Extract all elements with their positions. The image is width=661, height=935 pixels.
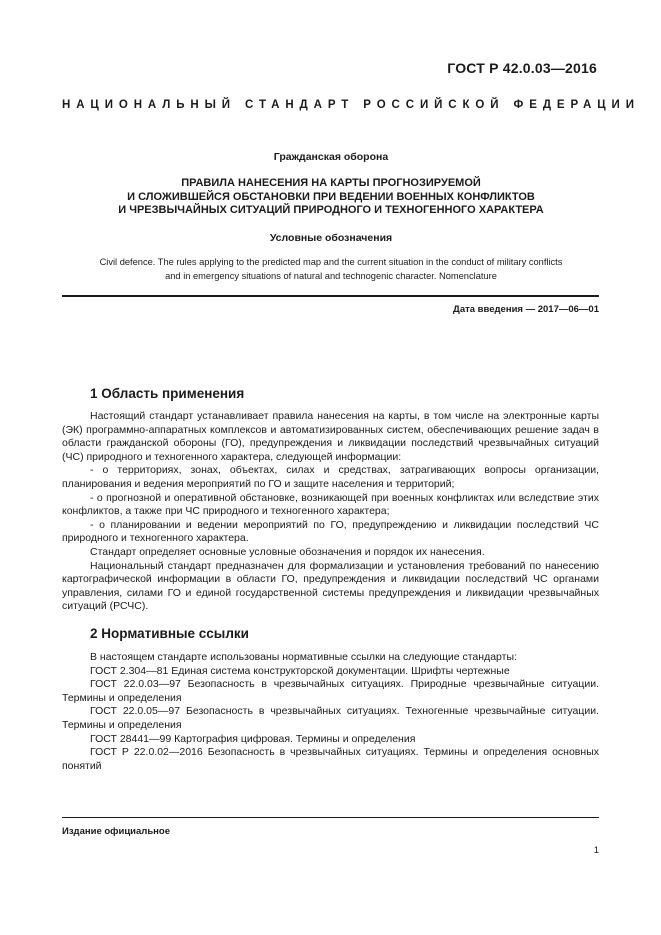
standard-series: Гражданская оборона [273,151,389,163]
reference-item: ГОСТ 2.304—81 Единая система конструкторской документации. Шрифты чертежные [90,664,510,677]
section-body-scope [62,410,599,614]
document-code: ГОСТ Р 42.0.03—2016 [447,60,597,76]
english-title-line: and in emergency situations of natural and technogenic character. Nomenclature [165,270,497,281]
reference-item: ГОСТ 28441—99 Картография цифровая. Термины и определения [90,732,416,745]
footer-divider [62,817,599,818]
national-standard-banner: НАЦИОНАЛЬНЫЙ СТАНДАРТ РОССИЙСКОЙ ФЕДЕРАЦИИ [62,99,640,111]
title-line: И СЛОЖИВШЕЙСЯ ОБСТАНОВКИ ПРИ ВЕДЕНИИ ВОЕННЫХ КОНФЛИКТОВ [127,190,535,203]
document-subtitle: Условные обозначения [269,232,393,244]
title-line: И ЧРЕЗВЫЧАЙНЫХ СИТУАЦИЙ ПРИРОДНОГО И ТЕХНОГЕННОГО ХАРАКТЕРА [118,204,544,216]
page-number: 1 [593,845,599,856]
document-title [62,177,600,218]
official-edition-note: Издание официальное [62,826,170,837]
introduction-date: Дата введения — 2017—06—01 [453,304,599,315]
list-item: - о планировании и ведении мероприятий по ГО, предупреждению и ликвидации последствий ЧС природного и техногенного характера. [62,518,599,545]
reference-item: ГОСТ Р 22.0.02—2016 Безопасность в чрезвычайных ситуациях. Термины и определения основных понятий [62,746,599,772]
reference-item: ГОСТ 22.0.03—97 Безопасность в чрезвычайных ситуациях. Природные чрезвычайные ситуации. Термины и определения [62,678,599,704]
paragraph: Настоящий стандарт устанавливает правила нанесения на карты, в том числе на электронные карты (ЭК) программно-аппаратных комплексов и автоматизированных систем, обеспечивающих решение задач в области гражданской обороны (ГО), предупреждения и ликвидации последствий чрезвычайных ситуаций (ЧС) природного и техногенного характера, следующей информации: [62,410,599,463]
list-item: - о территориях, зонах, объектах, силах и средствах, затрагивающих вопросы организации, планирования и ведения мероприятий по ГО и защите населения и территорий; [62,464,599,490]
section-heading-references: 2 Нормативные ссылки [90,626,249,641]
list-item: - о прогнозной и оперативной обстановке, возникающей при военных конфликтах или вследствие этих конфликтов, а также при ЧС природного и техногенного характера; [62,491,599,518]
section-body-references [62,651,599,773]
title-line: ПРАВИЛА НАНЕСЕНИЯ НА КАРТЫ ПРОГНОЗИРУЕМОЙ [181,177,481,189]
title-divider [62,295,599,297]
section-heading-scope: 1 Область применения [90,386,245,401]
reference-item: ГОСТ 22.0.05—97 Безопасность в чрезвычайных ситуациях. Техногенные чрезвычайные ситуации. Термины и определения [62,705,599,731]
paragraph: Стандарт определяет основные условные обозначения и порядок их нанесения. [90,545,485,558]
english-title [62,256,600,283]
english-title-line: Civil defence. The rules applying to the predicted map and the current situation in the conduct of military conflicts [99,257,563,267]
paragraph: В настоящем стандарте использованы нормативные ссылки на следующие стандарты: [90,651,517,663]
paragraph: Национальный стандарт предназначен для формализации и установления требований по нанесению картографической информации в области ГО, предупреждения и ликвидации последствий ЧС органами управления, силами ГО и единой государственной системы предупреждения и ликвидации чрезвычайных ситуаций (РСЧС). [62,559,599,613]
